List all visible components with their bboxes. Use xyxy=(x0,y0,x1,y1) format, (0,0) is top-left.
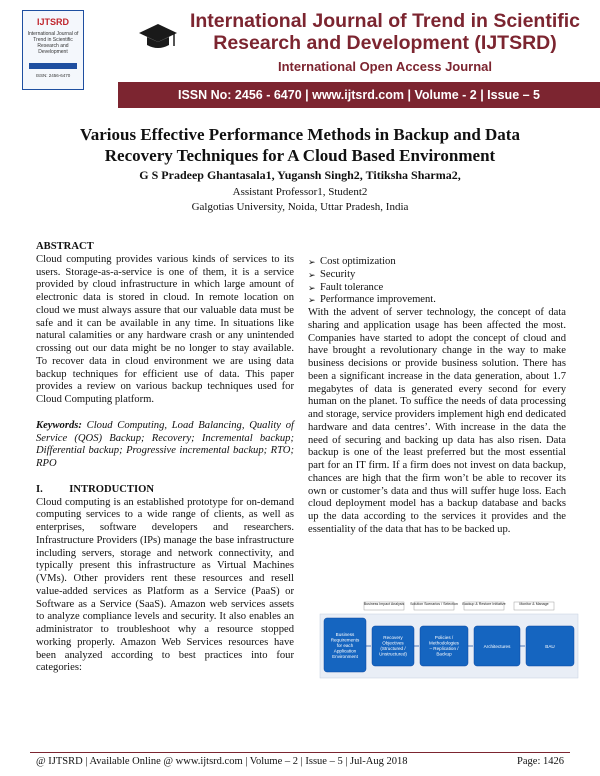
page-number: Page: 1426 xyxy=(517,756,564,767)
journal-title-line2: Research and Development (IJTSRD) xyxy=(213,32,557,54)
journal-logo xyxy=(22,10,84,90)
logo-subtitle: International Journal of Trend in Scientific Research and Development xyxy=(27,31,79,55)
list-item: ➢ Performance improvement. xyxy=(308,294,566,307)
list-item: ➢ Security xyxy=(308,269,566,282)
keywords-text: Cloud Computing, Load Balancing, Quality of Service (QOS) Backup; Recovery; Incremental backup; Differential backup; Progressive incremental backup; RTO; RPO xyxy=(36,419,294,469)
journal-subtitle: International Open Access Journal xyxy=(277,59,493,74)
journal-title xyxy=(180,10,590,54)
paper-title-line1: Various Effective Performance Methods in Backup and Data xyxy=(80,125,520,144)
category-list xyxy=(308,256,566,307)
logo-title: IJTSRD xyxy=(36,17,69,27)
diagram-box-label: Policies / Methodologies – Replication / Backup xyxy=(429,635,459,657)
diagram-top-label: Monitor & Manage xyxy=(519,602,549,607)
logo-issn: ISSN: 2456-6470 xyxy=(35,73,71,78)
right-column xyxy=(308,256,566,537)
abstract-text: Cloud computing provides various kinds of services to its users. Storage-as-a-service is one of them, it is a service provided by cloud infrastructure in which large amount of electronic data is stored in cloud. In remote location on cloud we must always assure that our valuable data must be safe and it can be available in any time. In situations like natural calamities or any hardware crash or any unintended crossing out our data might be no longer to stay available. To recover data in cloud environment we are using data backup techniques for efficient use of data. This paper provides a review on various backup techniques used for Cloud Computing platform. xyxy=(36,253,294,405)
backup-process-diagram xyxy=(318,600,580,684)
journal-header xyxy=(0,0,600,110)
diagram-top-label: Solution Scenarios / Selection xyxy=(410,602,458,607)
graduation-cap-icon xyxy=(138,22,178,52)
paper-title-line2: Recovery Techniques for A Cloud Based Environment xyxy=(104,146,496,165)
diagram-box-label: Business Requirements for each Application Environment xyxy=(330,632,360,659)
paper-roles: Assistant Professor1, Student2 xyxy=(232,186,368,198)
page-footer xyxy=(0,752,600,776)
paper-authors: G S Pradeep Ghantasala1, Yugansh Singh2, Titiksha Sharma2, xyxy=(139,168,461,182)
diagram-top-label: Business Impact Analysis xyxy=(363,602,405,607)
footer-citation: @ IJTSRD | Available Online @ www.ijtsrd.com | Volume – 2 | Issue – 5 | Jul-Aug 2018 xyxy=(36,756,408,767)
diagram-top-label: Backup & Restore Initiative xyxy=(462,602,506,607)
keywords xyxy=(36,420,294,471)
diagram-box-label: Recovery Objectives (Structured / Unstructured) xyxy=(379,635,407,657)
paper-affiliation: Galgotias University, Noida, Uttar Pradesh, India xyxy=(191,201,409,213)
diagram-box-label: BAU xyxy=(545,644,555,649)
list-item: ➢ Fault tolerance xyxy=(308,282,566,295)
journal-title-line1: International Journal of Trend in Scientific xyxy=(189,10,581,32)
intro-text: Cloud computing is an established prototype for on-demand computing services to a wide range of clients, as well as enterprises, software developers and researchers. Infrastructure Providers (IPs) manage the base infrastructure including servers, storage and network connectivity, and typically present this infrastructure as Virtual Machines (VMs). Other providers rent these resources and resell value-added services as Platform as a Service (PaaS) or Software as a Service (SaaS). Amazon web services assets to analyze compliance levels and security. It also enables an administrator to troubleshoot why a resource stopped working properly. Amazon Web Services resources have been analyzed according to best practices into four categories: xyxy=(36,496,294,674)
right-text: With the advent of server technology, the concept of data sharing and application usage has been affected the most. Companies have started to adopt the concept of cloud and have brought a revolutionary change in the way to make business decisions or provide business solution. There has been a significant increase in the data generation, about 1.7 megabytes of data is generated every second for every human on the planet. To suffice the needs of data processing and storage, service providers implement high end dedicated hardware and data centres’. With increase in the data the need of securing and backing up data has also risen. Data backup is one of the least preferred but the most essential part for an IT firm. If a firm does not invest on data backup, chances are high that the firm won’t be able to recover its own or customer’s data and thus will suffer huge loss. Each cloud deployment model has a backup database and backs up the data according to the services it provides and the essentiality of the data that has to be backed up. xyxy=(308,307,566,535)
intro-heading: I. INTRODUCTION xyxy=(36,483,155,495)
diagram-box-label: Architectures xyxy=(483,644,511,649)
abstract-heading: ABSTRACT xyxy=(36,241,94,252)
logo-bar xyxy=(29,63,77,69)
paper-title xyxy=(40,124,560,166)
left-column xyxy=(36,241,294,675)
list-item: ➢ Cost optimization xyxy=(308,256,566,269)
journal-issn-bar: ISSN No: 2456 - 6470 | www.ijtsrd.com | Volume - 2 | Issue – 5 xyxy=(118,82,600,108)
footer-rule xyxy=(30,752,570,753)
keywords-label: Keywords: xyxy=(36,419,82,431)
